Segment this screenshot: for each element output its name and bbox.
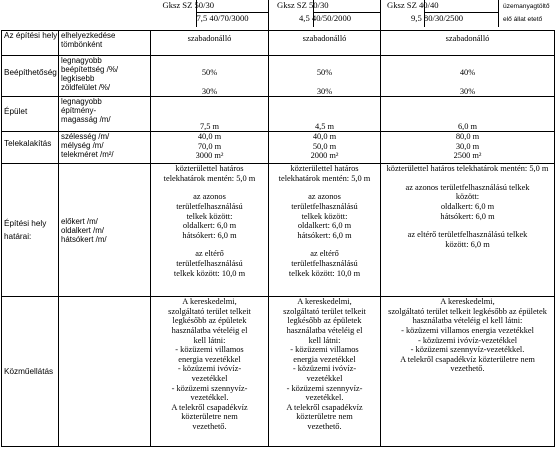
row-utilities bbox=[2, 297, 555, 447]
cell-value: közterülettel határos telekhatárok mentén: 5,0 m az azonos területfelhasználású telkek között: oldalkert: 6,0 m hátsókert: 6,0 m az eltérő területfelhasználású telkek között: 6,0 m bbox=[381, 164, 555, 297]
zone-code-3 bbox=[381, 0, 555, 31]
cell-value: szabadonálló bbox=[269, 31, 381, 56]
cell-value: 40,0 m 70,0 m 3000 m² bbox=[151, 132, 269, 164]
row-sublabel-empty bbox=[59, 297, 151, 447]
cell-value: közterülettel határos telekhatárok mentén: 5,0 m az azonos területfelhasználású telkek között: oldalkert: 6,0 m hátsókert: 6,0 m az eltérő területfelhasználású telkek között: 10,0 m bbox=[269, 164, 381, 297]
zone-code-3-row2: 9,5 80/30/2500 bbox=[411, 13, 464, 23]
row-plot-formation bbox=[2, 132, 555, 164]
header-empty-cell bbox=[59, 0, 151, 31]
zone-code-3-row1: Gksz SZ 40/40 bbox=[387, 0, 439, 10]
cell-value: 50% 30% bbox=[151, 56, 269, 97]
row-label: Telekalakítás bbox=[2, 132, 59, 164]
row-sublabel: előkert /m/ oldalkert /m/ hátsókert /m/ bbox=[59, 164, 151, 297]
zone-code-3-note-bottom: elő állat etető bbox=[503, 16, 543, 23]
zone-code-2-row1: Gksz SZ 50/30 bbox=[277, 0, 329, 10]
row-sublabel: legnagyobb beépítettség /%/ legkisebb zöldfelület /%/ bbox=[59, 56, 151, 97]
row-sublabel: legnagyobb építmény- magasság /m/ bbox=[59, 97, 151, 132]
zone-code-2-row2: 4,5 40/50/2000 bbox=[299, 13, 352, 23]
row-site-boundaries bbox=[2, 164, 555, 297]
cell-value: 40% 30% bbox=[381, 56, 555, 97]
row-building-site bbox=[2, 31, 555, 56]
cell-value: 80,0 m 30,0 m 2500 m² bbox=[381, 132, 555, 164]
row-label: Közműellátás bbox=[2, 297, 59, 447]
cell-value: szabadonálló bbox=[151, 31, 269, 56]
cell-value: 7,5 m bbox=[151, 97, 269, 132]
cell-value: 50% 30% bbox=[269, 56, 381, 97]
row-building bbox=[2, 97, 555, 132]
header-empty-cell bbox=[2, 0, 59, 31]
zone-code-1 bbox=[151, 0, 269, 31]
row-sublabel: szélesség /m/ mélység /m/ telekméret /m²/ bbox=[59, 132, 151, 164]
cell-value: 40,0 m 50,0 m 2000 m² bbox=[269, 132, 381, 164]
row-label: Beépíthetőség bbox=[2, 56, 59, 97]
zone-code-3-note-top: üzemanyagtöltő bbox=[503, 3, 550, 10]
zone-code-1-row1: Gksz SZ 50/30 bbox=[162, 0, 215, 10]
cell-value: A kereskedelmi, szolgáltató terület telkeit legkésőbb az épületek használatba vételéig el kell látni: - közüzemi villamos energia vezetékkel - közüzemi ivóvíz- vezetékkel - közüzemi szennyvíz- vezetékkel. A telekről csapadékvíz közterületre nem vezethető. bbox=[269, 297, 381, 447]
row-buildability bbox=[2, 56, 555, 97]
cell-value: 6,0 m bbox=[381, 97, 555, 132]
zoning-regulation-table bbox=[1, 0, 555, 447]
zone-code-1-row2: 7,5 40/70/3000 bbox=[196, 13, 249, 23]
cell-value: közterülettel határos telekhatárok mentén: 5,0 m az azonos területfelhasználású telkek között: oldalkert: 6,0 m hátsókert: 6,0 m az eltérő területfelhasználású telkek között: 10,0 m bbox=[151, 164, 269, 297]
row-sublabel: elhelyezkedése tömbönként bbox=[59, 31, 151, 56]
row-label: Építési hely határai: bbox=[2, 164, 59, 297]
cell-value: 4,5 m bbox=[269, 97, 381, 132]
zone-code-2 bbox=[269, 0, 381, 31]
row-label: Épület bbox=[2, 97, 59, 132]
row-label: Az építési hely bbox=[2, 31, 59, 56]
cell-value: szabadonálló bbox=[381, 31, 555, 56]
cell-value: A kereskedelmi, szolgáltató terület telkeit legkésőbb az épületek használatba vételéig el kell látni: - közüzemi villamos energia vezetékkel - közüzemi ivóvíz- vezetékkel - közüzemi szennyvíz- vezetékkel. A telekről csapadékvíz közterületre nem vezethető. bbox=[151, 297, 269, 447]
zone-header-row bbox=[2, 0, 555, 31]
cell-value: A kereskedelmi, szolgáltató terület telkeit legkésőbb az épületek használatba vételéig el kell látni: - közüzemi villamos energia vezetékkel - közüzemi ivóvíz-vezetékkel - közüzemi szennyvíz-vezetékkel. A telekről csapadékvíz közterületre nem vezethető. bbox=[381, 297, 555, 447]
